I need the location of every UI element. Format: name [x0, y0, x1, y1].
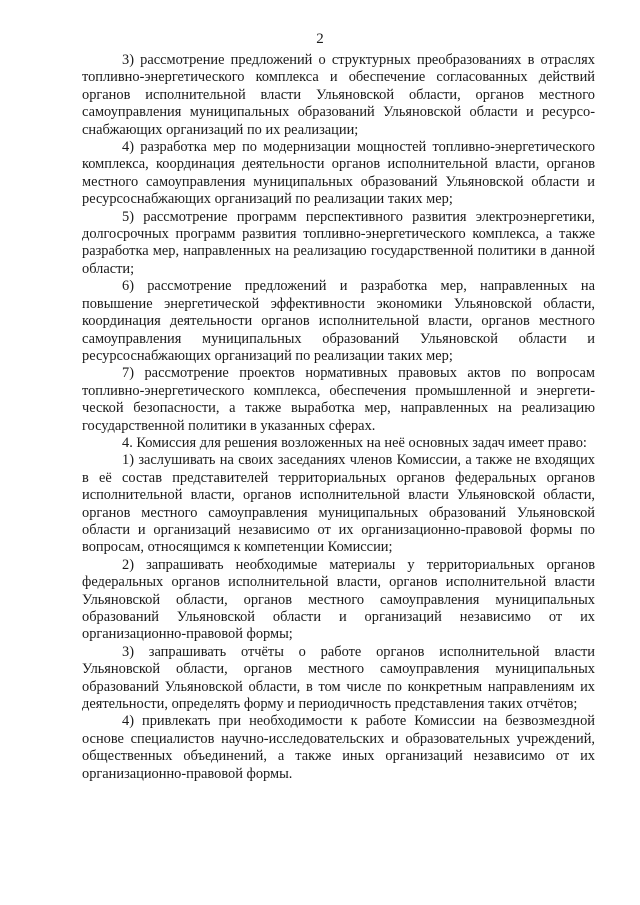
- paragraph-item-4: 4) разработка мер по модернизации мощностей топливно-энергетического комплекса, координация деятельности органов исполнительной власти, органов местного самоуправления муниципальных образований Ульяновской области и ресурсоснабжающих организаций по реализации таких мер;: [82, 139, 595, 208]
- paragraph-section-4-intro: 4. Комиссия для решения возложенных на неё основных задач имеет право:: [122, 434, 587, 451]
- paragraph-item-5: 5) рассмотрение программ перспективного развития электроэнергетики, долгосрочных программ развития топливно-энергетического комплекса, а также разработка мер, направленных на реализацию государственной политики в данной области;: [82, 208, 595, 277]
- paragraph-right-1: 1) заслушивать на своих заседаниях членов Комиссии, а также не входящих в её состав представителей территориальных органов федеральных органов исполнительной власти, органов исполнительной власти Ульяновской области, органов местного самоуправления муниципальных образований Ульяновской области и организаций независимо от их организационно-правовой формы по вопросам, относящимся к компетенции Комиссии;: [82, 452, 595, 556]
- paragraph-item-6: 6) рассмотрение предложений и разработка мер, направленных на повышение энергетической эффективности экономики Ульяновской области, координация деятельности органов исполнительной власти, органов местного самоуправления муниципальных образований Ульяновской области и ресурсоснабжающих организаций по реализации таких мер;: [82, 278, 595, 364]
- paragraph-right-4: 4) привлекать при необходимости к работе Комиссии на безвозмездной основе специалистов научно-исследовательских и образовательных учреждений, общественных объединений, а также иных организаций независимо от их организационно-правовой формы.: [82, 713, 595, 782]
- paragraph-item-3: 3) рассмотрение предложений о структурных преобразованиях в отраслях топливно-энергетического комплекса и обеспечение согласованных действий органов исполнительной власти Ульяновской области, органов местного самоуправления муниципальных образований Ульяновской области и ресурсоснабжающих организаций по их реализации;: [82, 52, 595, 138]
- document-body: [82, 52, 595, 783]
- page-number: 2: [316, 31, 324, 47]
- paragraph-right-2: 2) запрашивать необходимые материалы у территориальных органов федеральных органов исполнительной власти, органов исполнительной власти Ульяновской области, органов местного самоуправления муниципальных образований Ульяновской области и организаций независимо от их организационно-правовой формы;: [82, 556, 595, 643]
- paragraph-right-3: 3) запрашивать отчёты о работе органов исполнительной власти Ульяновской области, органов местного самоуправления муниципальных образований Ульяновской области, в том числе по конкретным направлениям их деятельности, определять форму и периодичность представления таких отчётов;: [82, 643, 595, 713]
- paragraph-item-7: 7) рассмотрение проектов нормативных правовых актов по вопросам топливно-энергетического комплекса, обеспечения промышленной и энергетической безопасности, а также выработка мер, направленных на реализацию государственной политики в указанных сферах.: [82, 365, 595, 434]
